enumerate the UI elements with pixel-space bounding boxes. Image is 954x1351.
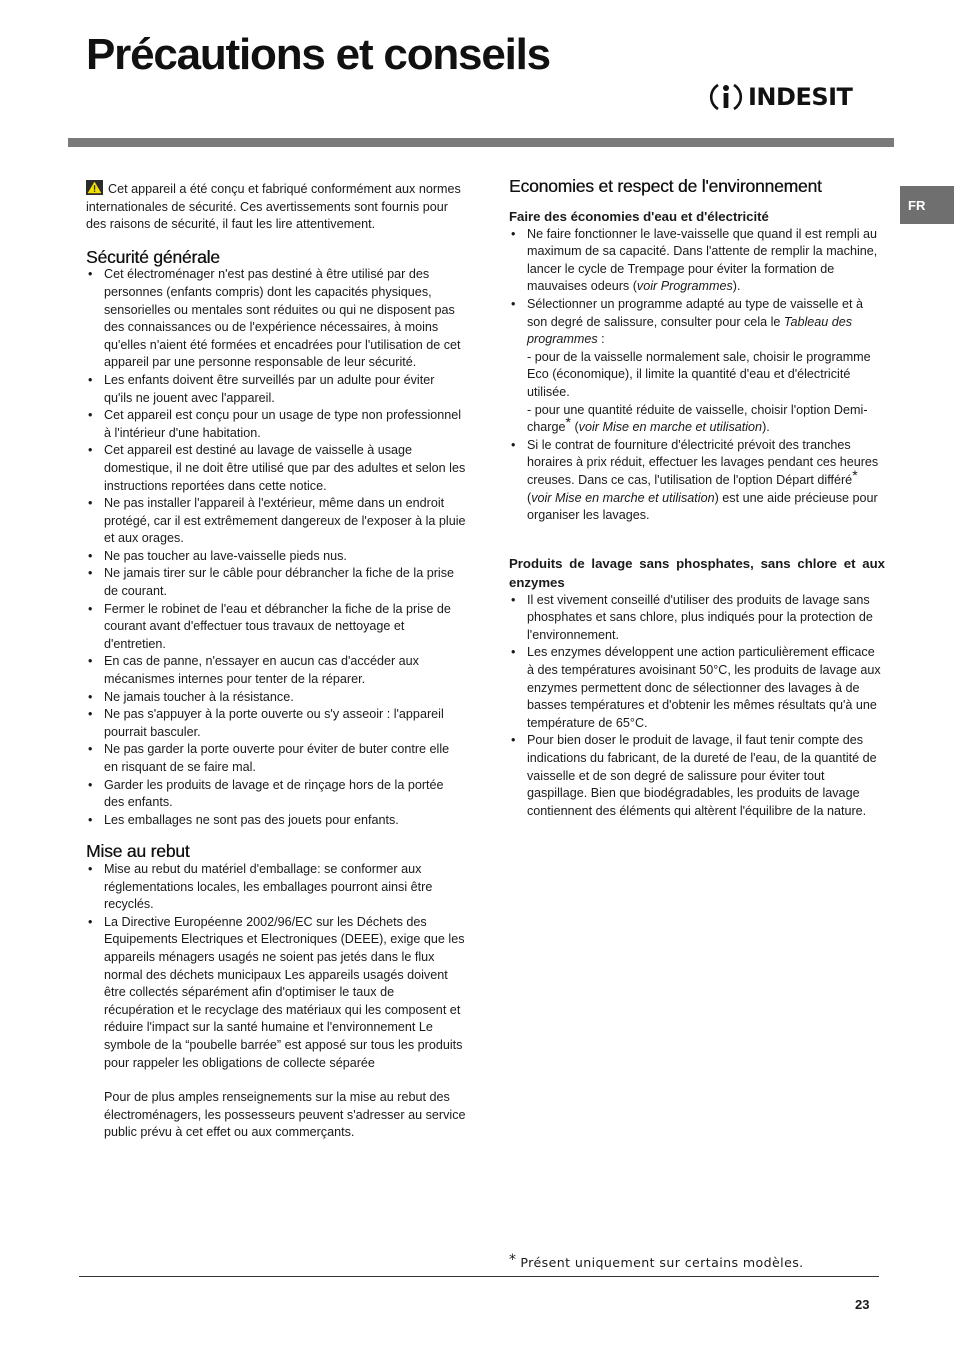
item-paragraph (527, 296, 885, 349)
item-text: Sélectionner un programme adapté au type de vaisselle et à son degré de salissure, consulter pour cela le (527, 296, 864, 329)
item-text: ( (570, 420, 579, 435)
economies-list (509, 226, 885, 525)
footnote-marker: * (565, 414, 571, 431)
list-item: • Fermer le robinet de l'eau et débrancher la fiche de la prise de courant avant d'effectuer tous travaux de nettoyage et d'entretien. (86, 601, 466, 654)
subheading-produits: Produits de lavage sans phosphates, sans chlore et aux enzymes (509, 555, 885, 590)
item-text: ). (762, 420, 770, 435)
footer-rule (79, 1276, 879, 1277)
list-item: • Mise au rebut du matériel d'emballage: se conformer aux réglementations locales, les emballages pourront ainsi être recyclés. (86, 861, 466, 914)
cross-reference: voir Mise en marche et utilisation (578, 420, 763, 435)
list-item: • En cas de panne, n'essayer en aucun cas d'accéder aux mécanismes internes pour tenter de la réparer. (86, 653, 466, 688)
list-item: • Les emballages ne sont pas des jouets pour enfants. (86, 812, 466, 830)
left-column (86, 180, 466, 1142)
securite-list (86, 266, 466, 829)
list-item: • Ne pas s'appuyer à la porte ouverte ou s'y asseoir : l'appareil pourrait basculer. (86, 706, 466, 741)
rebut-extra-paragraph: Pour de plus amples renseignements sur la mise au rebut des électroménagers, les possesseurs peuvent s'adresser au service public prévu à cet effet ou aux commerçants. (104, 1090, 466, 1140)
list-item-spacer (86, 1072, 466, 1089)
header-rule (68, 138, 894, 147)
brand-name: INDESIT (748, 83, 853, 111)
item-text: ( (527, 490, 532, 505)
item-text: Ne faire fonctionner le lave-vaisselle que quand il est rempli au maximum de sa capacité. Dans l'attente de remplir la machine, lancer le cycle de Trempage pour éviter la formation de mauvaises odeurs ( (527, 226, 878, 294)
page-title: Précautions et conseils (86, 30, 550, 79)
list-item: • Ne pas toucher au lave-vaisselle pieds nus. (86, 548, 466, 566)
footnote-text: Présent uniquement sur certains modèles. (520, 1255, 804, 1270)
brand-logo (708, 78, 858, 116)
list-item (509, 226, 885, 296)
footnote (509, 1252, 804, 1270)
list-item: • Les enzymes développent une action particulièrement efficace à des températures avoisinant 50°C, les produits de lavage aux enzymes permettent donc de sélectionner des lavages à de basses températures et d'obtenir les mêmes résultats qu'à une température de 65°C. (509, 644, 885, 732)
intro-text: Cet appareil a été conçu et fabriqué conformément aux normes internationales de sécurité. Ces avertissements sont fournis pour des raisons de sécurité, il faut les lire attentivement. (86, 182, 461, 232)
item-paragraph (527, 402, 885, 437)
list-item (509, 437, 885, 525)
page-number: 23 (855, 1297, 870, 1312)
brand-logo-mark (708, 79, 744, 115)
subheading-economies: Faire des économies d'eau et d'électricité (509, 208, 769, 224)
list-item: • Cet électroménager n'est pas destiné à être utilisé par des personnes (enfants compris) dont les capacités physiques, sensorielles ou mentales sont réduites ou qui ne disposent pas des connaissances ou de l'expérience nécessaires, à moins qu'elles n'aient été formées et encadrées pour l'utilisation de cet appareil par une personne responsable de leur sécurité. (86, 266, 466, 372)
section-heading-rebut: Mise au rebut (86, 841, 190, 862)
cross-reference: voir Programmes (636, 279, 733, 294)
list-item: • Ne jamais tirer sur le câble pour débrancher la fiche de la prise de courant. (86, 565, 466, 600)
section-heading-securite: Sécurité générale (86, 246, 220, 267)
list-item (509, 296, 885, 437)
list-item: • Garder les produits de lavage et de rinçage hors de la portée des enfants. (86, 777, 466, 812)
item-text: ) est une aide précieuse pour organiser les lavages. (527, 490, 878, 523)
warning-icon (86, 180, 103, 195)
produits-list (509, 592, 885, 821)
list-item: • Pour bien doser le produit de lavage, il faut tenir compte des indications du fabricant, de la dureté de l'eau, de la quantité de vaisselle et de son degré de salissure pour éviter tout gaspillage. Bien que biodégradables, les produits de lavage contiennent des éléments qui altèrent l'équilibre de la nature. (509, 732, 885, 820)
list-item: • Ne pas garder la porte ouverte pour éviter de buter contre elle en risquant de se faire mal. (86, 741, 466, 776)
intro-paragraph (86, 180, 466, 234)
cross-reference: Tableau des programmes (527, 314, 853, 347)
right-column (509, 178, 885, 820)
item-paragraph: - pour de la vaisselle normalement sale, choisir le programme Eco (économique), il limite la quantité d'eau et d'électricité utilisée. (527, 349, 871, 399)
item-text: : (597, 332, 605, 347)
language-tab: FR (900, 186, 954, 224)
item-text: - pour une quantité réduite de vaisselle, choisir l'option Demi-charge (527, 402, 868, 435)
cross-reference: voir Mise en marche et utilisation (531, 490, 715, 505)
list-item: • Ne pas installer l'appareil à l'extérieur, même dans un endroit protégé, car il est extrêmement dangereux de l'exposer à la pluie et aux orages. (86, 495, 466, 548)
rebut-list (86, 861, 466, 1142)
list-item: • Les enfants doivent être surveillés par un adulte pour éviter qu'ils ne jouent avec l'appareil. (86, 372, 466, 407)
list-item: • Ne jamais toucher à la résistance. (86, 689, 466, 707)
item-text: ). (732, 279, 741, 294)
item-text: Si le contrat de fourniture d'électricité prévoit des tranches horaires à prix réduit, effectuer les lavages pendant ces heures creuses. Dans ce cas, l'utilisation de l'option Départ différé (527, 437, 879, 487)
list-item: • La Directive Européenne 2002/96/EC sur les Déchets des Equipements Electriques et Electroniques (DEEE), exige que les appareils ménagers usagés ne soient pas jetés dans le flux normal des déchets municipaux Les appareils usagés doivent être collectés séparément afin d'optimiser le taux de récupération et le recyclage des matériaux qui les composent et réduire l'impact sur la santé humaine et l'environnement Le symbole de la “poubelle barrée” est apposé sur tous les produits pour rappeler les obligations de collecte séparée (86, 914, 466, 1072)
section-heading-economies: Economies et respect de l'environnement (509, 176, 822, 196)
list-item: • Cet appareil est conçu pour un usage de type non professionnel à l'intérieur d'une habitation. (86, 407, 466, 442)
footnote-star: * (509, 1252, 517, 1268)
list-item: • Cet appareil est destiné au lavage de vaisselle à usage domestique, il ne doit être utilisé que par des adultes et selon les instructions reportées dans cette notice. (86, 442, 466, 495)
list-item: • Il est vivement conseillé d'utiliser des produits de lavage sans phosphates et sans chlore, plus indiqués pour la protection de l'environnement. (509, 592, 885, 645)
footnote-marker: * (852, 466, 858, 483)
